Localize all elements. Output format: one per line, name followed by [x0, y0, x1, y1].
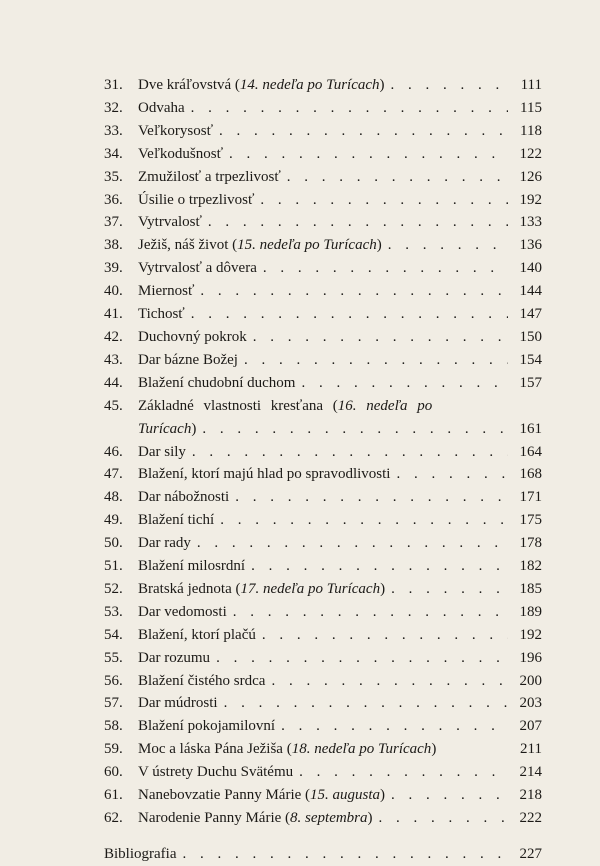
- toc-title: Nanebovzatie Panny Márie (: [138, 787, 311, 804]
- toc-page-number: 171: [519, 489, 542, 506]
- toc-page-number: 192: [519, 191, 542, 208]
- toc-page-number: 154: [519, 351, 542, 368]
- toc-page-number: 192: [519, 626, 542, 643]
- toc-entry: [104, 647, 542, 670]
- toc-entry: [104, 189, 542, 212]
- toc-title: Blažení, ktorí majú hlad po spravodlivosti: [138, 466, 391, 483]
- toc-page-number: 111: [520, 77, 542, 93]
- toc-page-number: 115: [520, 99, 542, 116]
- toc-title-tail: ): [380, 787, 386, 804]
- toc-number: 54.: [104, 626, 123, 643]
- toc-title: Vytrvalosť: [138, 214, 202, 231]
- toc-leader-dots: [191, 303, 508, 326]
- toc-leader-dots: [235, 486, 508, 509]
- toc-leader-dots: [233, 601, 508, 624]
- toc-leader-dots: [263, 257, 508, 280]
- toc-page-number: 147: [519, 306, 542, 323]
- toc-page-number: 211: [520, 741, 542, 758]
- toc-number: 56.: [104, 672, 123, 689]
- toc-entry-bibliography: [104, 843, 542, 866]
- toc-number: 48.: [104, 489, 123, 506]
- toc-entry: [104, 441, 542, 464]
- toc-leader-dots: [208, 211, 508, 234]
- toc-leader-dots: [391, 578, 508, 601]
- toc-page-number: 214: [519, 764, 542, 781]
- toc-leader-dots: [281, 715, 508, 738]
- toc-number: 37.: [104, 214, 123, 231]
- toc-number: 53.: [104, 603, 123, 620]
- toc-leader-dots: [301, 372, 508, 395]
- toc-number: 55.: [104, 649, 123, 666]
- toc-page-number: 182: [519, 558, 542, 575]
- toc-leader-dots: [200, 280, 508, 303]
- toc-entry: [104, 784, 542, 807]
- toc-entry: [104, 326, 542, 349]
- toc-leader-dots: [192, 441, 508, 464]
- toc-entry: [104, 74, 542, 97]
- toc-title-italic: 17. nedeľa po Turícach: [240, 580, 381, 597]
- toc-title: Odvaha: [138, 99, 185, 116]
- toc-leader-dots: [224, 692, 508, 715]
- toc-leader-dots: [379, 807, 508, 830]
- toc-leader-dots: [299, 761, 508, 784]
- toc-title-italic: 14. nedeľa po Turícach: [239, 77, 380, 93]
- toc-number: 31.: [104, 77, 123, 93]
- toc-page-number: 178: [519, 535, 542, 552]
- toc-entry: [104, 532, 542, 555]
- toc-page-number: 218: [519, 787, 542, 804]
- toc-title: V ústrety Duchu Svätému: [138, 764, 294, 781]
- toc-number: 61.: [104, 787, 123, 804]
- toc-title: Vytrvalosť a dôvera: [138, 260, 257, 277]
- toc-number: 62.: [104, 810, 123, 826]
- toc-title: Dar rady: [138, 535, 191, 552]
- toc-page-number: 118: [520, 122, 542, 139]
- toc-number: 59.: [104, 741, 123, 758]
- toc-entry: [104, 211, 542, 234]
- toc-title: Dar nábožnosti: [138, 489, 230, 506]
- toc-title: Základné vlastnosti kresťana (: [138, 397, 338, 414]
- toc-leader-dots: [220, 509, 508, 532]
- toc-title: Dar múdrosti: [138, 695, 218, 712]
- toc-title: Blažení čistého srdca: [138, 672, 266, 689]
- toc-leader-dots: [182, 843, 508, 866]
- toc-entry: [104, 463, 542, 486]
- toc-leader-dots: [191, 97, 508, 120]
- toc-leader-dots: [287, 166, 508, 189]
- toc-title: Blažení tichí: [138, 512, 215, 529]
- toc-entry: [104, 234, 542, 257]
- toc-page-number: 222: [519, 810, 542, 826]
- toc-entry: [104, 807, 542, 830]
- toc-title: Duchovný pokrok: [138, 328, 247, 345]
- toc-entry: [104, 303, 542, 326]
- toc-title: Dar sily: [138, 443, 186, 460]
- table-of-contents: [104, 74, 542, 866]
- toc-title: Tichosť: [138, 306, 185, 323]
- toc-entry: [104, 143, 542, 166]
- toc-list-b: [104, 441, 542, 830]
- toc-number: 32.: [104, 99, 123, 116]
- toc-entry: [104, 578, 542, 601]
- toc-number: 45.: [104, 397, 123, 414]
- toc-number: 39.: [104, 260, 123, 277]
- toc-title: Úsilie o trpezlivosť: [138, 191, 255, 208]
- toc-title-italic: 18. nedeľa po Turícach: [291, 741, 432, 758]
- toc-number: 57.: [104, 695, 123, 712]
- toc-number: 60.: [104, 764, 123, 781]
- toc-leader-dots: [391, 74, 508, 97]
- toc-page-number: 144: [519, 283, 542, 300]
- toc-title-tail: ): [367, 810, 373, 826]
- toc-page-number: 189: [519, 603, 542, 620]
- toc-leader-dots: [216, 647, 508, 670]
- toc-title-tail: ): [191, 420, 197, 437]
- toc-entry: [104, 761, 542, 784]
- toc-entry-45: [104, 395, 542, 441]
- toc-leader-dots: [202, 418, 508, 441]
- toc-title: Narodenie Panny Márie (: [138, 810, 291, 826]
- toc-entry: [104, 715, 542, 738]
- toc-title-italic: 8. septembra: [290, 810, 368, 826]
- toc-leader-dots: [271, 670, 508, 693]
- toc-entry: [104, 349, 542, 372]
- toc-leader-dots: [244, 349, 508, 372]
- toc-title-tail: ): [379, 77, 385, 93]
- toc-page-number: 150: [519, 328, 542, 345]
- toc-entry: [104, 670, 542, 693]
- toc-entry: [104, 601, 542, 624]
- toc-number: 52.: [104, 580, 123, 597]
- toc-page-number: 200: [519, 672, 542, 689]
- toc-entry: [104, 257, 542, 280]
- toc-page-number: 175: [519, 512, 542, 529]
- toc-entry: [104, 280, 542, 303]
- toc-leader-dots: [197, 532, 508, 555]
- toc-entry: [104, 166, 542, 189]
- toc-title: Dar rozumu: [138, 649, 211, 666]
- toc-list-a: [104, 74, 542, 395]
- toc-number: 41.: [104, 306, 123, 323]
- toc-title: Zmužilosť a trpezlivosť: [138, 168, 281, 185]
- toc-number: 40.: [104, 283, 123, 300]
- toc-title-italic: 16. nedeľa po: [337, 397, 433, 414]
- toc-number: 50.: [104, 535, 123, 552]
- toc-title: Bratská jednota (: [138, 580, 241, 597]
- toc-title: Veľkodušnosť: [138, 145, 224, 162]
- toc-page-number: 227: [519, 845, 542, 862]
- toc-title: Blažení, ktorí plačú: [138, 626, 256, 643]
- toc-title-tail: ): [376, 237, 382, 254]
- toc-leader-dots: [253, 326, 508, 349]
- toc-page-number: 136: [519, 237, 542, 254]
- toc-entry: [104, 692, 542, 715]
- toc-title: Blažení milosrdní: [138, 558, 246, 575]
- toc-title: Blažení chudobní duchom: [138, 374, 296, 391]
- toc-title: Ježiš, náš život (: [138, 237, 238, 254]
- toc-title-italic: 15. augusta: [310, 787, 381, 804]
- toc-entry: [104, 97, 542, 120]
- toc-entry: [104, 509, 542, 532]
- toc-number: 47.: [104, 466, 123, 483]
- toc-number: 34.: [104, 145, 123, 162]
- toc-title-italic: 15. nedeľa po Turícach: [237, 237, 377, 254]
- toc-title-tail: ): [431, 741, 437, 758]
- toc-title: Moc a láska Pána Ježiša (: [138, 741, 292, 758]
- toc-leader-dots: [388, 234, 508, 257]
- toc-page-number: 196: [519, 649, 542, 666]
- toc-page-number: 203: [519, 695, 542, 712]
- toc-number: 35.: [104, 168, 123, 185]
- toc-entry: [104, 120, 542, 143]
- toc-title-italic-continued: Turícach: [138, 420, 192, 437]
- toc-entry: [104, 738, 542, 761]
- toc-page-number: 140: [519, 260, 542, 277]
- toc-leader-dots: [229, 143, 508, 166]
- toc-title: Miernosť: [138, 283, 195, 300]
- toc-page-number: 161: [519, 420, 542, 437]
- toc-title: Bibliografia: [104, 845, 177, 862]
- toc-title: Dve kráľovstvá (: [138, 77, 240, 93]
- toc-number: 36.: [104, 191, 123, 208]
- toc-page-number: 133: [519, 214, 542, 231]
- toc-title: Veľkorysosť: [138, 122, 213, 139]
- toc-number: 42.: [104, 328, 123, 345]
- toc-number: 51.: [104, 558, 123, 575]
- toc-number: 49.: [104, 512, 123, 529]
- toc-leader-dots: [260, 189, 508, 212]
- toc-title-tail: ): [380, 580, 386, 597]
- toc-leader-dots: [262, 624, 508, 647]
- toc-page-number: 122: [519, 145, 542, 162]
- toc-leader-dots: [251, 555, 508, 578]
- toc-number: 46.: [104, 443, 123, 460]
- toc-page-number: 164: [519, 443, 542, 460]
- toc-number: 44.: [104, 374, 123, 391]
- toc-page-number: 157: [519, 374, 542, 391]
- toc-number: 58.: [104, 718, 123, 735]
- toc-number: 33.: [104, 122, 123, 139]
- toc-entry: [104, 624, 542, 647]
- toc-title: Blažení pokojamilovní: [138, 718, 276, 735]
- toc-number: 43.: [104, 351, 123, 368]
- toc-entry: [104, 555, 542, 578]
- toc-number: 38.: [104, 237, 123, 254]
- toc-page-number: 168: [519, 466, 542, 483]
- toc-page-number: 207: [519, 718, 542, 735]
- toc-leader-dots: [219, 120, 508, 143]
- toc-page-number: 126: [519, 168, 542, 185]
- toc-page-number: 185: [519, 580, 542, 597]
- toc-leader-dots: [391, 784, 508, 807]
- toc-entry: [104, 372, 542, 395]
- toc-entry: [104, 486, 542, 509]
- toc-leader-dots: [396, 463, 508, 486]
- toc-title: Dar bázne Božej: [138, 351, 238, 368]
- toc-title: Dar vedomosti: [138, 603, 227, 620]
